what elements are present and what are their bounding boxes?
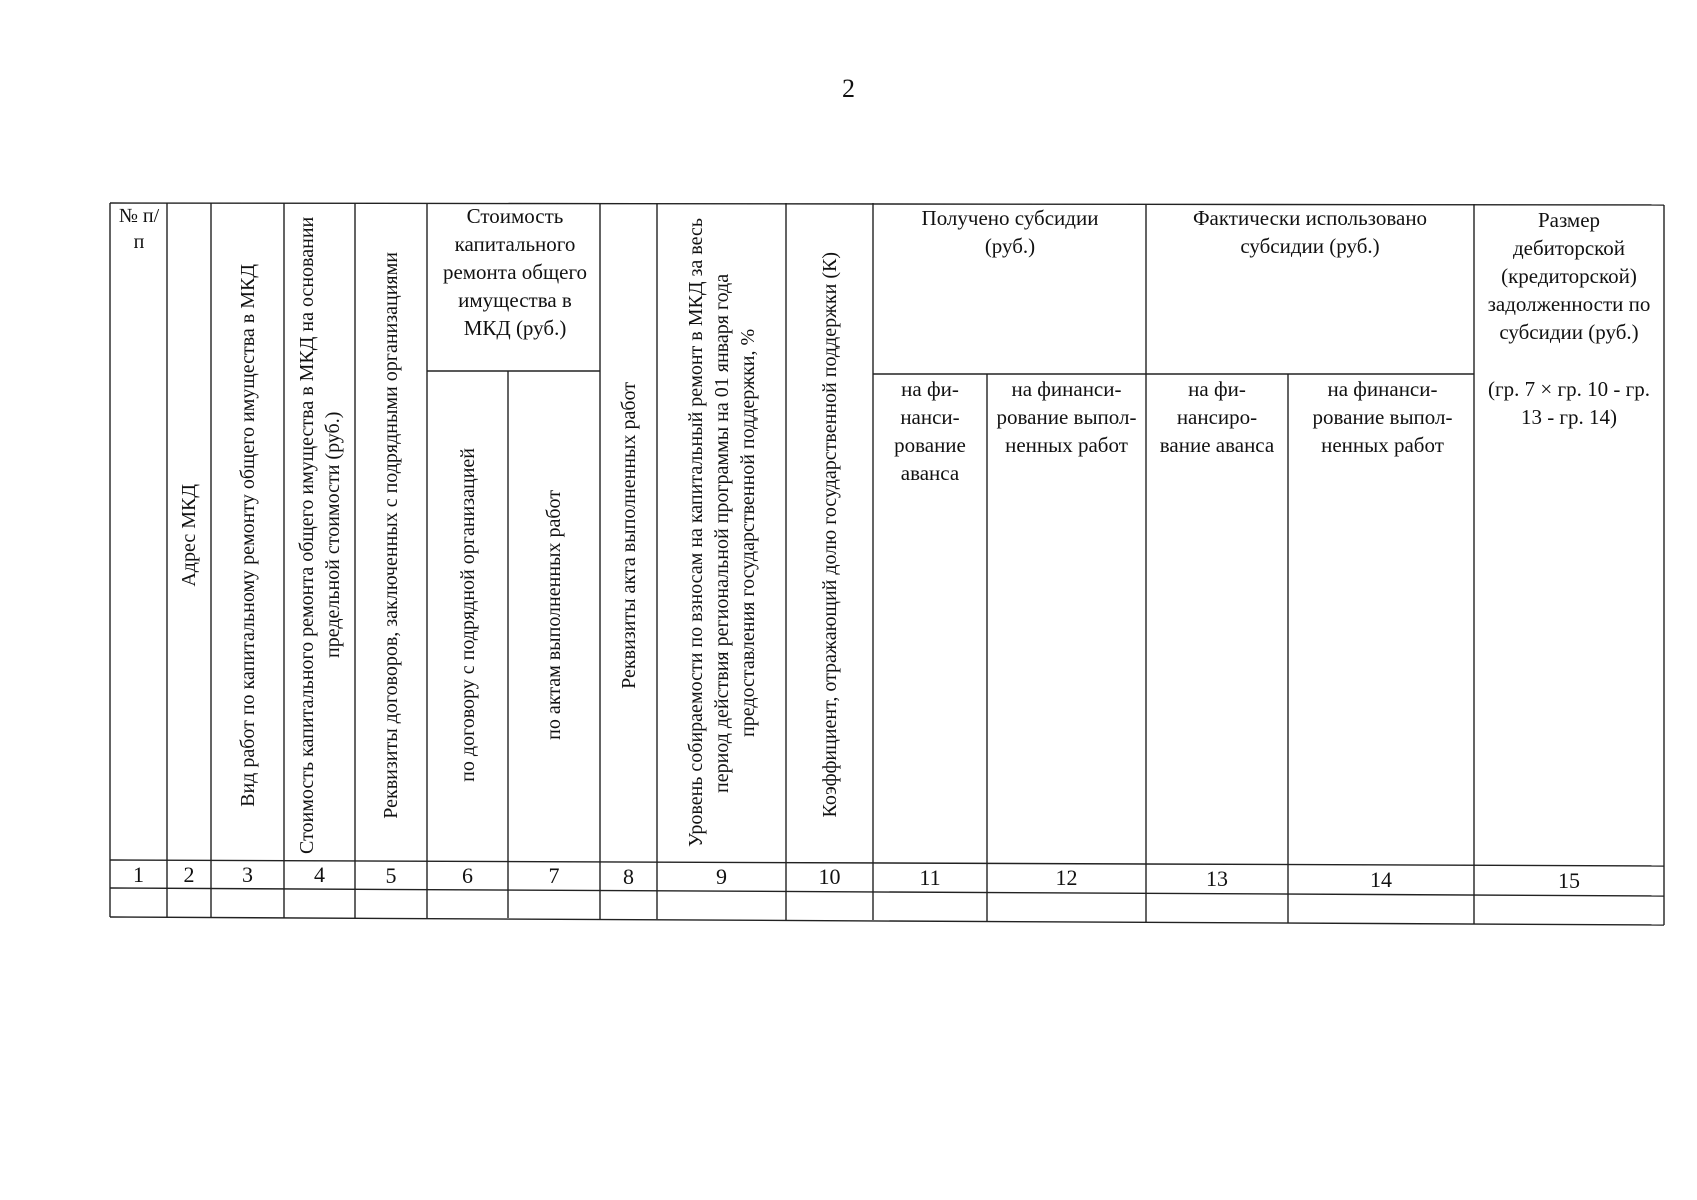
header-group-cost: Стоимость капитального ремонта общего имущества в МКД (руб.)	[442, 204, 588, 340]
column-number: 4	[314, 862, 325, 887]
header-received-completed: на финанси- рование выпол- ненных работ	[996, 377, 1137, 457]
column-number: 2	[183, 862, 195, 887]
header-used-advance: на фи- нансиро- вание аванса	[1159, 377, 1275, 457]
header-contracts	[355, 215, 427, 855]
header-debt-size: Размер дебиторской (кредиторской) задолженности по субсидии (руб.)	[1487, 208, 1651, 344]
header-group-received: Получено субсидии (руб.)	[921, 206, 1099, 258]
header-number: № п/п	[118, 205, 160, 253]
column-number: 5	[385, 863, 397, 888]
column-number: 11	[919, 865, 941, 890]
column-number: 8	[623, 864, 634, 889]
column-number: 7	[548, 863, 560, 888]
page-number: 2	[842, 74, 855, 103]
header-received-advance: на фи- нанси- рование аванса	[894, 377, 966, 485]
column-number: 12	[1055, 865, 1078, 890]
header-address-text: Адрес МКД	[178, 483, 200, 587]
header-acts-cost	[508, 375, 600, 855]
header-contract-cost-text: по договору с подрядной организацией	[456, 448, 479, 782]
header-collection-rate	[657, 205, 786, 860]
header-act-details	[600, 215, 657, 855]
header-limit-cost-text: Стоимость капитального ремонта общего имущества в МКД на основании предельной стоимости (руб.)	[295, 216, 344, 854]
header-limit-cost	[284, 215, 355, 855]
header-contracts-text: Реквизиты договоров, заключенных с подрядными организациями	[380, 251, 402, 819]
header-address	[167, 215, 211, 855]
header-acts-cost-text: по актам выполненных работ	[543, 490, 565, 740]
column-number: 14	[1370, 867, 1392, 892]
header-act-details-text: Реквизиты акта выполненных работ	[617, 381, 640, 689]
header-coefficient	[786, 215, 873, 855]
header-work-type-text: Вид работ по капитальному ремонту общего имущества в МКД	[236, 263, 259, 807]
column-number: 6	[462, 863, 473, 888]
column-number: 9	[716, 864, 727, 889]
column-number: 13	[1206, 866, 1228, 891]
header-used-completed: на финанси- рование выпол- ненных работ	[1312, 377, 1453, 457]
header-collection-rate-text: Уровень собираемости по взносам на капитальный ремонт в МКД за весь период действия региональной программы на 01 января года предоставления государственной поддержки, %	[684, 218, 759, 847]
header-debt-formula: (гр. 7 × гр. 10 - гр. 13 - гр. 14)	[1488, 377, 1650, 429]
column-number: 10	[818, 864, 841, 889]
header-coefficient-text: Коэффициент, отражающий долю государственной поддержки (К)	[818, 252, 841, 818]
column-number: 3	[242, 862, 253, 887]
column-number: 15	[1558, 868, 1580, 893]
header-group-used: Фактически использовано субсидии (руб.)	[1192, 206, 1428, 258]
header-work-type	[211, 215, 284, 855]
header-contract-cost	[427, 375, 508, 855]
column-number: 1	[133, 862, 144, 887]
